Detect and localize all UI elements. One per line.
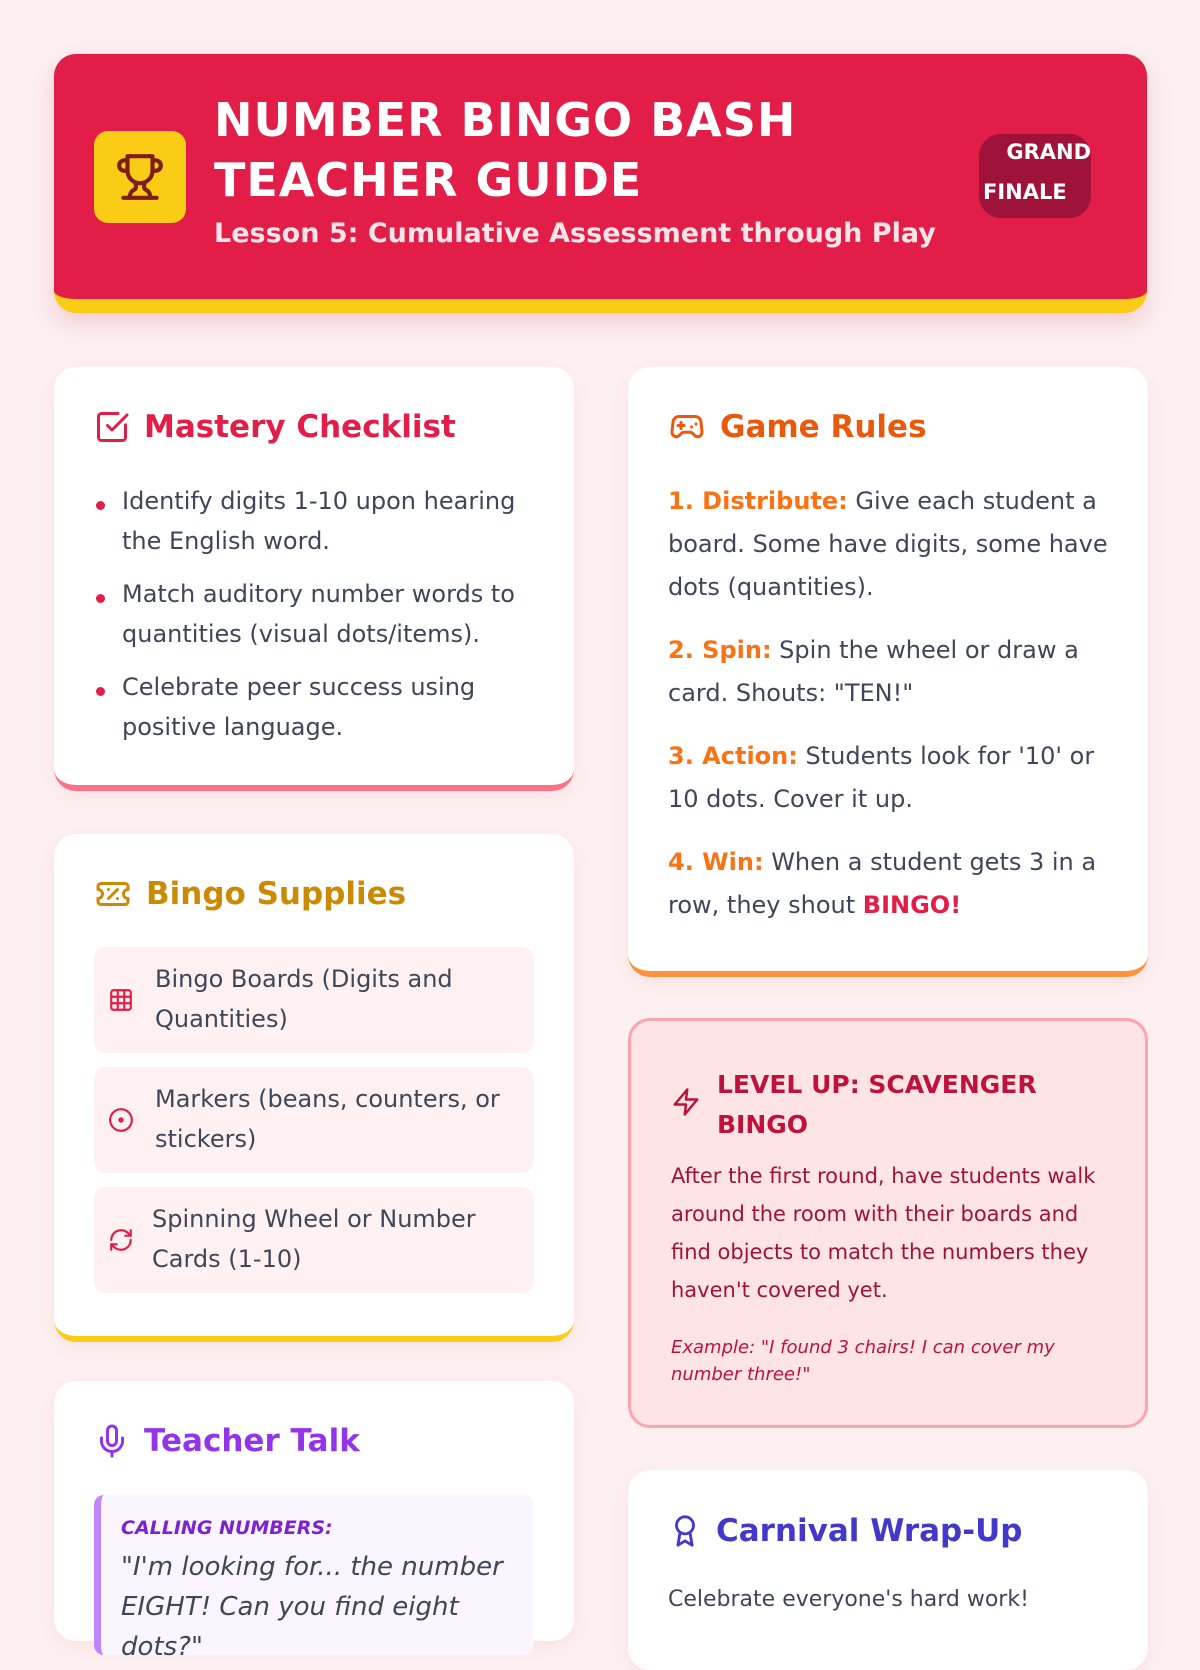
mastery-checklist-card	[54, 367, 574, 791]
rules-title-text: Game Rules	[720, 409, 927, 445]
badge-line-1: GRAND	[1006, 140, 1091, 164]
supply-label: Bingo Boards (Digits and Quantities)	[155, 965, 453, 1033]
rule-step	[668, 735, 1108, 821]
talk-quote: "I'm looking for... the number EIGHT! Can you find eight dots?"	[121, 1552, 503, 1662]
mastery-title	[94, 409, 456, 445]
supply-item-boards	[94, 947, 534, 1053]
carnival-wrap-up-card	[628, 1470, 1148, 1670]
rule-step	[668, 480, 1108, 609]
supply-item-markers	[94, 1067, 534, 1173]
rules-list	[668, 480, 1108, 947]
level-up-callout	[628, 1018, 1148, 1428]
page-title-line1: NUMBER BINGO BASH	[214, 93, 797, 147]
mastery-title-text: Mastery Checklist	[144, 409, 456, 445]
gamepad-icon	[668, 409, 706, 445]
lightning-icon	[671, 1086, 701, 1118]
bingo-highlight: BINGO!	[862, 891, 962, 919]
talk-label: CALLING NUMBERS:	[121, 1517, 333, 1539]
level-up-example: Example: "I found 3 chairs! I can cover my number three!"	[671, 1337, 1055, 1385]
game-rules-card	[628, 367, 1148, 977]
mastery-list	[94, 481, 534, 760]
supply-label: Markers (beans, counters, or stickers)	[155, 1085, 500, 1153]
supplies-title-text: Bingo Supplies	[146, 876, 407, 912]
microphone-icon	[94, 1423, 130, 1459]
refresh-icon	[108, 1227, 134, 1253]
talk-title-text: Teacher Talk	[144, 1423, 360, 1459]
award-icon	[668, 1512, 702, 1550]
supplies-title	[94, 876, 406, 912]
page-title	[214, 90, 994, 210]
trophy-icon	[115, 152, 165, 202]
talk-quote-box	[94, 1495, 534, 1662]
rule-label: 3. Action:	[668, 742, 798, 770]
rule-step	[668, 841, 1108, 927]
talk-title	[94, 1423, 360, 1459]
rule-text: Spin the wheel or draw a card. Shouts: "TEN!"	[668, 636, 1079, 707]
rule-text: When a student gets 3 in a row, they shout	[668, 848, 1097, 919]
rule-label: 4. Win:	[668, 848, 764, 876]
rule-text: Give each student a board. Some have digits, some have dots (quantities).	[668, 487, 1108, 601]
page-title-line2: TEACHER GUIDE	[214, 153, 643, 207]
teacher-talk-card	[54, 1381, 574, 1662]
rule-label: 1. Distribute:	[668, 487, 848, 515]
carnival-title	[668, 1512, 1022, 1550]
target-icon	[108, 1107, 134, 1133]
trophy-badge	[94, 131, 186, 223]
level-up-title: LEVEL UP: SCAVENGER BINGO	[717, 1070, 1037, 1139]
rule-label: 2. Spin:	[668, 636, 772, 664]
checkbox-icon	[94, 409, 130, 445]
grid-icon	[108, 987, 134, 1013]
list-item: Identify digits 1-10 upon hearing the English word.	[94, 481, 534, 561]
carnival-title-text: Carnival Wrap-Up	[716, 1513, 1023, 1549]
rules-title	[668, 409, 927, 445]
carnival-text: Celebrate everyone's hard work!	[668, 1587, 1029, 1612]
level-up-body: After the first round, have students walk around the room with their boards and find objects to match the numbers they haven't covered yet.	[671, 1164, 1096, 1302]
rule-step	[668, 629, 1108, 715]
page-subtitle: Lesson 5: Cumulative Assessment through Play	[214, 218, 936, 249]
rule-text: Students look for '10' or 10 dots. Cover it up.	[668, 742, 1095, 813]
supply-label: Spinning Wheel or Number Cards (1-10)	[152, 1205, 476, 1273]
badge-line-2: FINALE	[983, 180, 1067, 204]
ticket-icon	[94, 876, 132, 912]
list-item: Match auditory number words to quantities (visual dots/items).	[94, 574, 534, 654]
supply-item-wheel	[94, 1187, 534, 1293]
grand-finale-badge	[979, 134, 1091, 218]
header-banner	[54, 54, 1147, 313]
list-item: Celebrate peer success using positive language.	[94, 667, 534, 747]
bingo-supplies-card	[54, 834, 574, 1342]
